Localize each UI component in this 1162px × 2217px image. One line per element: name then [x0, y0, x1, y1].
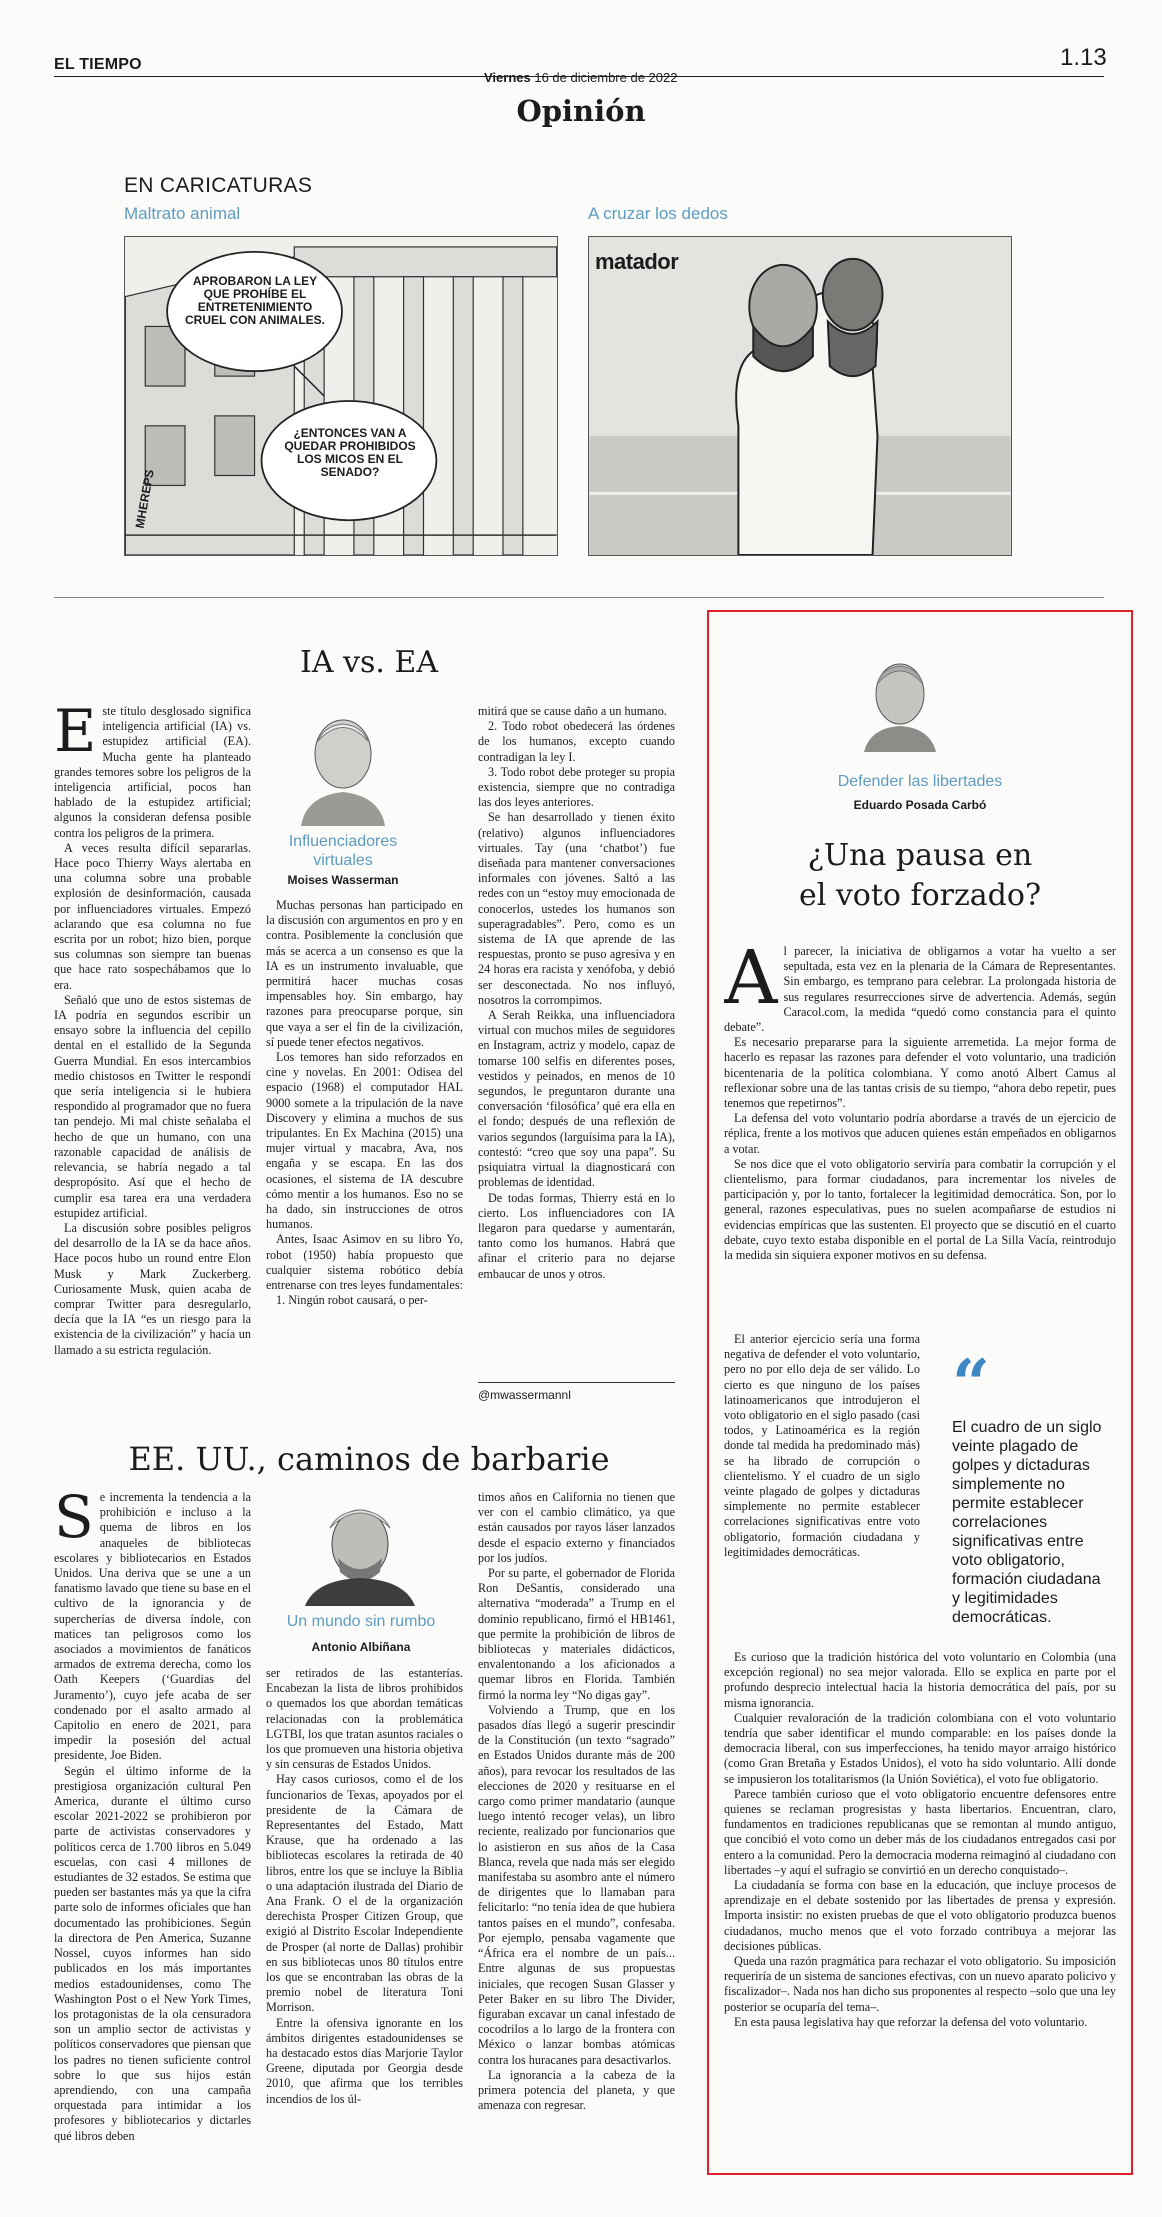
paragraph: l parecer, la iniciativa de obligarnos a votar ha vuelto a ser sepultada, esta vez en la plenaria de la Cámara de Representantes. Sin embargo, es temprano para celebrar. La prolongada historia de sus regulares resurrecciones sirve de advertencia. Además, según Caracol.com, la medida “quedó como constancia para el quinto debate”.	[724, 944, 1116, 1035]
article-ia-headline: IA vs. EA	[299, 645, 439, 680]
paragraph: El anterior ejercicio sería una forma negativa de defender el voto voluntario, pero no por ello deja de ser válido. Lo cierto es que ninguno de los países latinoamericanos que introdujeron el voto obligatorio en el siglo pasado (casi todos, y Latinoamérica es la región donde tal medida ha predominado más) se ha librado de corrupción o clientelismo. Y el cuadro de un siglo veinte plagado de golpes y dictaduras simplemente no permite establecer correlaciones significativas entre voto obligatorio, formación ciudadana y legitimidades democráticas.	[724, 1332, 920, 1559]
article-ia-twitter-handle[interactable]: @mwassermannl	[478, 1388, 571, 1402]
article-voto-rest	[724, 1650, 1116, 2160]
paragraph: Antes, Isaac Asimov en su libro Yo, robot (1950) había propuesto que cualquier sistema robótico debía entrenarse con tres leyes fundamentales:	[266, 1232, 463, 1293]
paragraph: Es curioso que la tradición histórica del voto voluntario en Colombia (una excepción regional) no sea mejor valorada. Ello se explica en parte por el profundo desprecio intelectual hacia la historia democrática del país, por su misma ignorancia.	[724, 1650, 1116, 1710]
paragraph: Entre la ofensiva ignorante en los ámbitos dirigentes estadounidenses se ha destacado estos días Marjorie Taylor Greene, diputada por Georgia desde 2010, que afirma que los terribles incendios de los úl-	[266, 2015, 463, 2106]
paragraph: 2. Todo robot obedecerá las órdenes de los humanos, excepto cuando contradigan la ley I.	[478, 719, 675, 764]
article-voto-headline	[722, 836, 1118, 916]
edition-date	[484, 70, 677, 85]
paragraph: A veces resulta difícil separarlas. Hace poco Thierry Ways alertaba en una columna sobre una probable explosión de desinformación, causada por influenciadores virtuales. Empezó aclarando que esa columna no fue escrita por un robot; hizo bien, porque sus columnas son siempre tan buenas que hace rato sospechábamos que lo era.	[54, 840, 251, 992]
paragraph: Por su parte, el gobernador de Florida Ron DeSantis, considerado una alternativa “moderada” a Trump en el dominio republicano, firmó el HB1461, que permite la prohibición de libros de bibliotecas y materiales didácticos, envalentonando a los aficionados a quemar libros en Florida. También firmó la norma ley “No digas gay”.	[478, 1566, 675, 1702]
article-ia-author: Moises Wasserman	[287, 873, 399, 887]
paragraph: mitirá que se cause daño a un humano.	[478, 704, 667, 718]
paragraph: Muchas personas han participado en la discusión con argumentos en pro y en contra. Posiblemente la conclusión que más se acerca a un consenso es que la IA es un instrumento invaluable, que permitirá hacer muchas cosas impensables hoy. Sin embargo, hay razones para preocuparse porque, sin que vaya a ser el fin de la civilización, sí puede tener efectos negativos.	[266, 898, 463, 1049]
paragraph: Los temores han sido reforzados en cine y novelas. En 2001: Odisea del espacio (1968) el computador HAL 9000 somete a la tripulación de la nave Discovery y elimina a muchos de sus tripulantes. En Ex Machina (2015) una mujer virtual y macabra, Ava, nos engaña y se escapa. En las dos ocasiones, el sistema de IA descubre cómo mentir a los humanos. Eso no se ha dado, sin instrucciones de otros humanos.	[266, 1050, 463, 1232]
paragraph: Se han desarrollado y tienen éxito (relativo) algunos influenciadores virtuales. Tay (una ‘chatbot’) fue diseñada para mantener conversaciones informales con jóvenes. Saltó a las redes con un “estoy muy emocionada de conocerlos, ustedes los humanos son superagradables”. Pero, como es un sistema de IA que aprende de las respuestas, pronto se puso agresiva y en 24 horas era racista y xenófoba, y debió ser desconectada. No nos influyó, nosotros la corrompimos.	[478, 810, 675, 1007]
article-eeuu-column-3	[478, 1490, 675, 2180]
handle-rule	[478, 1382, 675, 1383]
crossed-fingers-illustration	[589, 237, 1011, 555]
paragraph: 3. Todo robot debe proteger su propia existencia, siempre que no contradiga las dos leyes anteriores.	[478, 764, 675, 810]
paragraph: La ignorancia a la cabeza de la primera potencia del planeta, y que amenaza con regresar.	[478, 2067, 675, 2113]
paragraph: 1. Ningún robot causará, o per-	[276, 1293, 428, 1308]
section-title: Opinión	[516, 94, 646, 128]
article-voto-kicker: Defender las libertades	[837, 773, 1003, 790]
article-voto-narrow-column	[724, 1332, 920, 1646]
paragraph: ser retirados de las estanterías. Encabezan la lista de libros prohibidos o quemados los que abordan temáticas relacionadas con la problemática LGTBI, los que tratan asuntos raciales o los que promueven una historia objetiva y sin censuras de Estados Unidos.	[266, 1666, 463, 1772]
date-rest: 16 de diciembre de 2022	[530, 70, 678, 85]
article-eeuu-kicker: Un mundo sin rumbo	[286, 1613, 436, 1630]
article-eeuu-column-2	[266, 1666, 463, 2180]
newspaper-logo: EL TIEMPO	[54, 56, 142, 73]
author-photo-albinana	[300, 1498, 420, 1606]
cartoon-left	[124, 236, 558, 556]
article-ia-dropcap: E	[54, 704, 97, 765]
pull-quote-mark-icon: “	[952, 1345, 990, 1423]
cartoon-left-bubble-1: APROBARON LA LEY QUE PROHÍBE EL ENTRETENIMIENTO CRUEL CON ANIMALES.	[185, 274, 326, 327]
article-voto-dropcap: A	[724, 944, 778, 1021]
paragraph: Volviendo a Trump, que en los pasados días llegó a sugerir prescindir de la Constitución (un texto “sagrado” en Estados Unidos durante más de 200 años), para revocar los resultados de las elecciones de 2020 y resituarse en el cargo como primer mandatario (aunque luego intentó recoger velas), un libro reciente, realizado por funcionarios que lo asistieron en sus años de la Casa Blanca, revela que nada más ser elegido manifestaba su asombro ante el número de dirigentes que lo llamaban para felicitarlo: “no tenía idea de que hubiera tantos países en el mundo”, confesaba. Por ejemplo, pensaba vagamente que “África era el nombre de un país... Entre algunas de sus propuestas iniciales, que recogen Susan Glasser y Peter Baker en su libro The Divider, figuraban excavar un canal infestado de cocodrilos a lo largo de la frontera con México o lanzar bombas atómicas contra los huracanes para desactivarlos.	[478, 1702, 675, 2067]
paragraph: timos años en California no tienen que ver con el cambio climático, ya que están causados por rayos láser lanzados desde el espacio externo y financiados por los judíos.	[478, 1490, 675, 1565]
paragraph: A Serah Reikka, una influenciadora virtual con muchos miles de seguidores en Instagram, actriz y modelo, capaz de tomarse 100 selfis en diferentes poses, vestidos y peinados, en menos de 10 segundos, le preguntaron durante una conversación ‘filosófica’ qué era ella en el fondo; después de una reflexión de varios segundos (larguísima para la IA), contestó: “creo que soy una papa”. Su psiquiatra virtual la diagnosticará con problemas de identidad.	[478, 1008, 675, 1190]
cartoon-left-signature: MHEREPS	[132, 468, 157, 530]
pull-quote: El cuadro de un siglo veinte plagado de golpes y dictaduras simplemente no permite establecer correlaciones significativas entre voto obligatorio, formación ciudadana y legitimidades democráticas.	[952, 1419, 1102, 1626]
paragraph: Hay casos curiosos, como el de los funcionarios de Texas, apoyados por el presidente de la Cámara de Representantes del Estado, Matt Krause, que ha ordenado a las bibliotecas escolares la retirada de 40 libros, entre los que se incluye la Biblia o una adaptación ilustrada del Diario de Ana Frank. O el de la organización derechista Prosper Citizen Group, que exigió al Distrito Escolar Independiente de Prosper (al norte de Dallas) prohibir en sus bibliotecas unos 80 títulos entre los que se encontraban las obras de la premio nobel de literatura Toni Morrison.	[266, 1772, 463, 2015]
article-voto-author: Eduardo Posada Carbó	[853, 798, 987, 812]
paragraph: Es necesario prepararse para la siguiente arremetida. La mejor forma de hacerlo es repasar las razones para defender el voto voluntario, una tradición bicentenaria de la política colombiana. Y como anotó Albert Camus al reflexionar sobre una de las tantas crisis de su tiempo, “ahora debo repetir, pues tenemos que repetirnos”.	[724, 1035, 1116, 1111]
page-number: 1.13	[1060, 44, 1107, 71]
paragraph: e incrementa la tendencia a la prohibición e incluso a la quema de libros en los anaqueles de bibliotecas escolares y bibliotecarios en Estados Unidos. Una deriva que se une a un fanatismo lavado que tiene su base en el cultivo de la ignorancia y de supercherías de diversa índole, con matices tan peligrosos como los asociados a movimientos de fanáticos armados de extrema derecha, como los Oath Keepers (‘Guardias del Juramento’), cuyo jefe acaba de ser condenado por el asalto armado al Capitolio en enero de 2021, para impedir la posesión del actual presidente, Joe Biden.	[54, 1490, 251, 1763]
paragraph: Queda una razón pragmática para rechazar el voto obligatorio. Su imposición requeriría de un sistema de sanciones efectivas, con un nuevo aparato policivo y fiscalizador–. Nada nos han dicho sus proponentes al respecto –solo que una ley posterior se ocuparía del tema–.	[724, 1954, 1116, 2014]
article-ia-kicker: Influenciadores virtuales	[288, 833, 398, 869]
cartoon-right	[588, 236, 1012, 556]
paragraph: Señaló que uno de estos sistemas de IA podría en segundos escribir un ensayo sobre la influencia del cepillo dental en el estallido de la Segunda Guerra Mundial. En esos intercambios medio chistosos en Twitter le respondí que sería inteligencia si le hubiera respondido al programador que no fuera tan pendejo. Mi mal chiste señalaba el hecho de que un humano, con una razonable capacidad de análisis de relevancia, se habría negado a tal despropósito. Así que el hecho de cumplir esa tarea era una verdadera estupidez artificial.	[54, 992, 251, 1220]
article-eeuu-headline: EE. UU., caminos de barbarie	[128, 1440, 610, 1478]
paragraph: ste título desglosado significa inteligencia artificial (IA) vs. estupidez artificial (EA). Mucha gente ha planteado grandes temores sobre los peligros de la inteligencia artificial, pocos han hablado de la estupidez artificial; algunos la consideran defensa posible contra los peligros de la primera.	[54, 704, 251, 840]
paragraph: La defensa del voto voluntario podría abordarse a través de un ejercicio de réplica, frente a los motivos que aducen quienes están empeñados en obligarnos a votar.	[724, 1111, 1116, 1156]
paragraph: Se nos dice que el voto obligatorio serviría para combatir la corrupción y el clientelismo, para formar ciudadanos, para incrementar los niveles de participación y, por lo tanto, fortalecer la legitimidad democrática. Son, por lo general, razones especulativas, pues no suelen acompañarse de estudios ni evidencias empíricas que las sustenten. El proyecto que se discutió en el cuarto debate, cuyo texto estaba disponible en el portal de La Silla Vacía, reintrodujo la medida sin siquiera exponer motivos en su defensa.	[724, 1156, 1116, 1263]
paragraph: Cualquier revaloración de la tradición colombiana con el voto voluntario tendría que saber identificar el mundo comparable: en los países donde la democracia liberal, con sus imperfecciones, ha tenido mayor arraigo histórico (como Gran Bretaña y Estados Unidos), el voto ha sido voluntario. Allí donde se impusieron los totalitarismos (la Unión Soviética), el voto fue obligatorio.	[724, 1710, 1116, 1786]
cartoon-right-signature: matador	[595, 249, 679, 274]
author-photo-posada	[860, 652, 940, 752]
article-eeuu-column-1	[54, 1490, 251, 2180]
cartoon-left-bubble-2: ¿ENTONCES VAN A QUEDAR PROHIBIDOS LOS MICOS EN EL SENADO?	[284, 426, 416, 479]
article-eeuu-dropcap: S	[54, 1490, 94, 1551]
headline-line-2: el voto forzado?	[798, 878, 1042, 913]
article-eeuu-author: Antonio Albiñana	[311, 1640, 411, 1654]
author-photo-wasserman	[296, 706, 390, 826]
cartoon-left-title: Maltrato animal	[124, 204, 241, 223]
paragraph: Parece también curioso que el voto obligatorio encuentre defensores entre quienes se reclaman progresistas y hasta libertarios. Encuentran, claro, fundamentos en tradiciones republicanas que se remontan al mundo antiguo, que concibió el voto como un deber más de los ciudadanos entregados casi por entero a la comunidad. Pero la democracia moderna reimaginó al ciudadano con libertades –y aquí el sufragio se convirtió en un derecho conquistado–.	[724, 1786, 1116, 1877]
article-ia-column-2	[266, 898, 463, 1402]
paragraph: De todas formas, Thierry está en lo cierto. Los influenciadores con IA llegaron para quedarse y aumentarán, tanto como los humanos. Habrá que afinar el criterio para no dejarse embaucar de unos y otros.	[478, 1190, 675, 1281]
paragraph: La ciudadanía se forma con base en la educación, que incluye procesos de aprendizaje en el debate sostenido por las libertades de prensa y expresión. Importa insistir: no existen pruebas de que el voto obligatorio produzca buenos ciudadanos, mucho menos que el voto forzado contribuya a mejorar las decisiones públicas.	[724, 1878, 1116, 1953]
article-ia-column-1	[54, 704, 251, 1402]
paragraph: La discusión sobre posibles peligros del desarrollo de la IA se da hace años. Hace pocos hubo un round entre Elon Musk y Mark Zuckerberg. Curiosamente Musk, quien acaba de comprar Twitter para desregularlo, decía que la IA “es un riesgo para la existencia de la civilización” y hacía un llamado a su estricta regulación.	[54, 1220, 251, 1357]
cartoon-right-title: A cruzar los dedos	[588, 204, 728, 223]
paragraph: En esta pausa legislativa hay que reforzar la defensa del voto voluntario.	[734, 2014, 1088, 2029]
date-day: Viernes	[484, 70, 531, 85]
paragraph: Según el último informe de la prestigiosa organización cultural Pen America, durante el último curso escolar 2021-2022 se prohibieron por parte de activistas conservadores y políticos cerca de 1.700 libros en 5.049 escuelas, con casi 4 millones de estudiantes de 32 estados. Se estima que pueden ser bastantes más ya que la cifra parte solo de informes oficiales que han documentado las prohibiciones. Según la directora de Pen America, Suzanne Nossel, cuyos informes han sido publicados en los más importantes medios estadounidenses, como The Washington Post o el New York Times, los protagonistas de la ola censuradora son un amplio sector de activistas y políticos conservadores que piensan que los padres no tienen suficiente control sobre lo que sus hijos están aprendiendo, con una campaña orquestada para intimidar a los profesores y bibliotecarios y dictarles qué libros deben	[54, 1763, 251, 2143]
article-ia-column-3	[478, 704, 675, 1380]
headline-line-1: ¿Una pausa en	[807, 838, 1033, 873]
section-divider	[54, 597, 1104, 598]
article-voto-intro	[724, 944, 1116, 1330]
cartoons-heading: EN CARICATURAS	[124, 174, 313, 197]
